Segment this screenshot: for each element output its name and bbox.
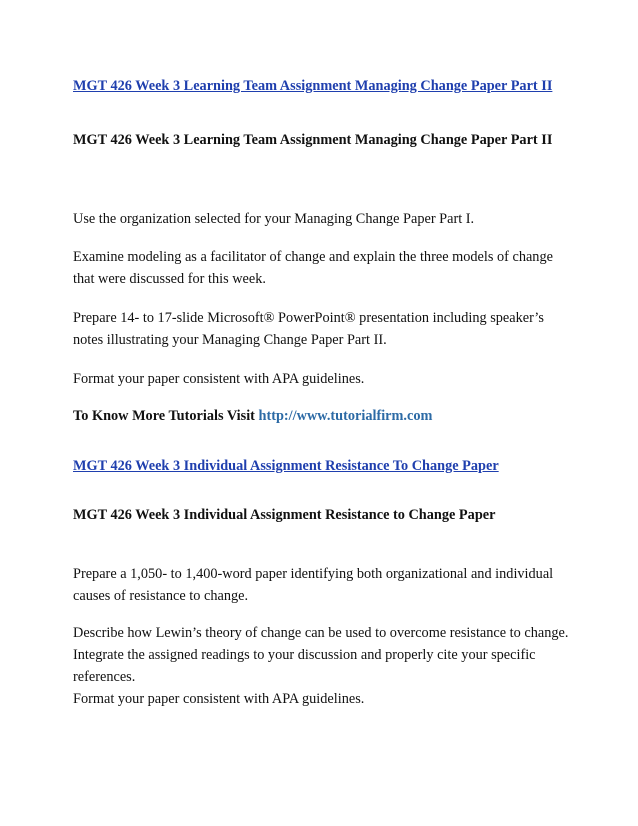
section2-line-1: Describe how Lewin’s theory of change can be used to overcome resistance to change. [73,625,569,641]
section2-heading-link-block [73,455,573,477]
section2-paragraph-2 [73,622,573,710]
section1-paragraph-4: Format your paper consistent with APA guidelines. [73,371,365,387]
section2-heading-link[interactable]: MGT 426 Week 3 Individual Assignment Resistance To Change Paper [73,458,499,474]
tutorial-url-link[interactable]: http://www.tutorialfirm.com [258,408,433,424]
section2-line-2: Integrate the assigned readings to your discussion and properly cite your specific references. [73,647,536,685]
section1-heading-link[interactable]: MGT 426 Week 3 Learning Team Assignment Managing Change Paper Part II [73,78,553,94]
section2-line-3: Format your paper consistent with APA guidelines. [73,691,365,707]
section1-heading-link-block [73,75,573,97]
section1-paragraph-2: Examine modeling as a facilitator of change and explain the three models of change that were discussed for this week. [73,249,553,287]
section2-heading: MGT 426 Week 3 Individual Assignment Resistance to Change Paper [73,507,496,523]
section1-paragraph-3: Prepare 14- to 17-slide Microsoft® PowerPoint® presentation including speaker’s notes illustrating your Managing Change Paper Part II. [73,310,544,348]
section2-paragraph-1: Prepare a 1,050- to 1,400-word paper identifying both organizational and individual causes of resistance to change. [73,566,554,604]
tutorial-line [73,405,573,427]
section1-heading: MGT 426 Week 3 Learning Team Assignment Managing Change Paper Part II [73,132,553,148]
section1-paragraph-1: Use the organization selected for your Managing Change Paper Part I. [73,211,475,227]
tutorial-label: To Know More Tutorials Visit [73,408,259,424]
